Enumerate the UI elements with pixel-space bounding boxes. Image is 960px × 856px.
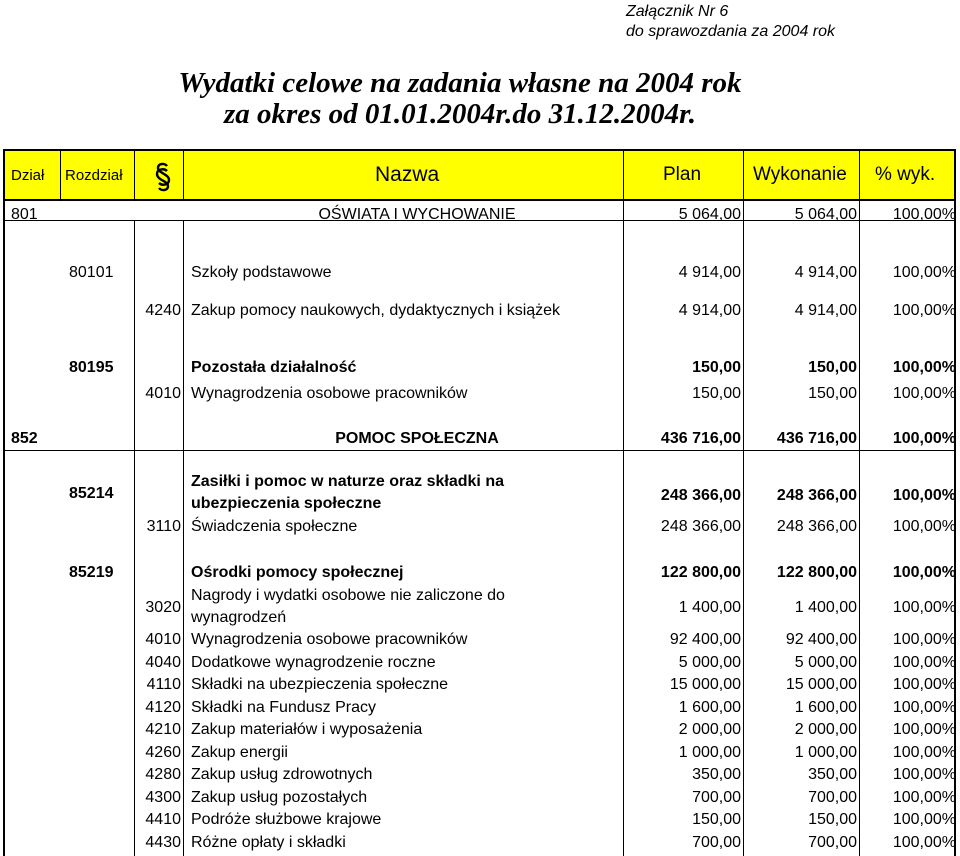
header-dzial: Dział (11, 166, 45, 184)
row-percent: 100,00% (892, 487, 956, 504)
row-percent: 100,00% (892, 789, 956, 806)
row-percent: 100,00% (892, 766, 956, 783)
row-name: Składki na Fundusz Pracy (191, 699, 376, 716)
row-name: Składki na ubezpieczenia społeczne (191, 676, 449, 693)
row-wykonanie: 150,00 (808, 385, 857, 402)
row-wykonanie: 248 366,00 (776, 487, 857, 504)
row-wykonanie: 700,00 (808, 789, 857, 806)
grid-line (183, 149, 184, 201)
row-wykonanie: 150,00 (808, 811, 857, 828)
header-wykonanie: Wykonanie (753, 164, 847, 185)
row-paragraph: 4240 (145, 302, 181, 319)
row-percent: 100,00% (892, 744, 956, 761)
row-wykonanie: 5 000,00 (794, 654, 857, 671)
row-dzial: 801 (11, 206, 38, 223)
row-paragraph: 4210 (145, 721, 181, 738)
row-plan: 4 914,00 (678, 264, 741, 281)
row-percent: 100,00% (892, 699, 956, 716)
header-rozdzial: Rozdział (65, 166, 123, 184)
row-plan: 5 000,00 (678, 654, 741, 671)
row-rozdzial: 85219 (69, 564, 114, 581)
row-wykonanie: 1 400,00 (794, 599, 857, 616)
row-plan: 150,00 (692, 359, 741, 376)
table-row (3, 471, 956, 517)
row-percent: 100,00% (892, 206, 956, 223)
row-plan: 436 716,00 (660, 430, 741, 447)
row-wykonanie: 122 800,00 (776, 564, 857, 581)
row-wykonanie: 1 600,00 (794, 699, 857, 716)
row-wykonanie: 150,00 (808, 359, 857, 376)
row-plan: 1 600,00 (678, 699, 741, 716)
row-name: Zakup materiałów i wyposażenia (191, 721, 423, 738)
row-percent: 100,00% (892, 631, 956, 648)
row-name: Zakup energii (191, 744, 288, 761)
row-paragraph: 3110 (146, 518, 181, 535)
row-percent: 100,00% (892, 359, 956, 376)
grid-line (3, 450, 956, 451)
row-name: Nagrody i wydatki osobowe nie zaliczone do wynagrodzeń (191, 587, 505, 626)
row-percent: 100,00% (892, 834, 956, 851)
grid-line (183, 220, 184, 856)
row-paragraph: 4120 (145, 699, 181, 716)
row-wykonanie: 436 716,00 (776, 430, 857, 447)
row-percent: 100,00% (892, 721, 956, 738)
row-name: Zakup usług pozostałych (191, 789, 368, 806)
row-plan: 5 064,00 (678, 206, 741, 223)
row-name: Zakup pomocy naukowych, dydaktycznych i książek (191, 302, 561, 319)
table-row (3, 585, 956, 631)
row-name: Ośrodki pomocy społecznej (191, 564, 404, 581)
grid-line (134, 149, 135, 201)
row-paragraph: 4260 (145, 744, 181, 761)
header-nazwa: Nazwa (375, 163, 440, 186)
row-percent: 100,00% (892, 518, 956, 535)
grid-line (60, 149, 61, 201)
row-plan: 1 000,00 (678, 744, 741, 761)
row-percent: 100,00% (892, 302, 956, 319)
row-plan: 4 914,00 (678, 302, 741, 319)
row-rozdzial: 80101 (69, 264, 114, 281)
row-wykonanie: 4 914,00 (794, 302, 857, 319)
row-wykonanie: 15 000,00 (785, 676, 857, 693)
row-name: OŚWIATA I WYCHOWANIE (318, 206, 516, 223)
row-percent: 100,00% (892, 264, 956, 281)
row-wykonanie: 5 064,00 (794, 206, 857, 223)
row-name: Dodatkowe wynagrodzenie roczne (191, 654, 436, 671)
header-plan: Plan (663, 164, 702, 185)
row-percent: 100,00% (892, 654, 956, 671)
expenditure-table (3, 149, 956, 856)
row-wykonanie: 1 000,00 (794, 744, 857, 761)
row-plan: 15 000,00 (669, 676, 741, 693)
row-paragraph: 4010 (145, 385, 181, 402)
grid-line (134, 220, 135, 856)
row-paragraph: 3020 (145, 599, 181, 616)
row-rozdzial: 80195 (69, 359, 114, 376)
row-plan: 150,00 (692, 385, 741, 402)
row-plan: 248 366,00 (660, 518, 741, 535)
annex-line-1: Załącznik Nr 6 (626, 3, 729, 20)
document-title-line-1: Wydatki celowe na zadania własne na 2004 rok (178, 67, 742, 99)
row-percent: 100,00% (892, 430, 956, 447)
row-name: Wynagrodzenia osobowe pracowników (191, 385, 468, 402)
annex-line-2: do sprawozdania za 2004 rok (626, 23, 836, 40)
row-paragraph: 4430 (145, 834, 181, 851)
row-paragraph: 4110 (146, 676, 181, 693)
row-name: Podróże służbowe krajowe (191, 811, 382, 828)
header-percent: % wyk. (875, 164, 936, 185)
row-paragraph: 4410 (145, 811, 181, 828)
row-percent: 100,00% (892, 385, 956, 402)
row-name: Pozostała działalność (191, 359, 357, 376)
row-name: Szkoły podstawowe (191, 264, 332, 281)
row-plan: 2 000,00 (678, 721, 741, 738)
row-percent: 100,00% (892, 676, 956, 693)
row-dzial: 852 (11, 430, 38, 447)
row-wykonanie: 92 400,00 (785, 631, 857, 648)
row-paragraph: 4010 (145, 631, 181, 648)
row-name: Zakup usług zdrowotnych (191, 766, 373, 783)
row-wykonanie: 700,00 (808, 834, 857, 851)
paragraph-icon (153, 161, 173, 193)
table-header (3, 149, 956, 201)
row-plan: 248 366,00 (660, 487, 741, 504)
row-plan: 350,00 (692, 766, 741, 783)
row-percent: 100,00% (892, 564, 956, 581)
row-paragraph: 4040 (145, 654, 181, 671)
row-paragraph: 4280 (145, 766, 181, 783)
row-name: Wynagrodzenia osobowe pracowników (191, 631, 468, 648)
row-name: Różne opłaty i składki (191, 834, 346, 851)
row-plan: 122 800,00 (660, 564, 741, 581)
row-plan: 1 400,00 (678, 599, 741, 616)
row-plan: 700,00 (692, 789, 741, 806)
row-percent: 100,00% (892, 599, 956, 616)
row-name: Zasiłki i pomoc w naturze oraz składki na ubezpieczenia społeczne (191, 473, 504, 512)
row-wykonanie: 2 000,00 (794, 721, 857, 738)
document-title-line-2: za okres od 01.01.2004r.do 31.12.2004r. (223, 98, 697, 130)
row-plan: 150,00 (692, 811, 741, 828)
row-wykonanie: 350,00 (808, 766, 857, 783)
row-plan: 700,00 (692, 834, 741, 851)
row-name: Świadczenia społeczne (191, 518, 358, 535)
row-paragraph: 4300 (145, 789, 181, 806)
row-name: POMOC SPOŁECZNA (335, 430, 499, 447)
row-rozdzial: 85214 (69, 485, 114, 502)
row-wykonanie: 248 366,00 (776, 518, 857, 535)
row-percent: 100,00% (892, 811, 956, 828)
row-plan: 92 400,00 (669, 631, 741, 648)
row-wykonanie: 4 914,00 (794, 264, 857, 281)
annex-note (626, 2, 835, 42)
